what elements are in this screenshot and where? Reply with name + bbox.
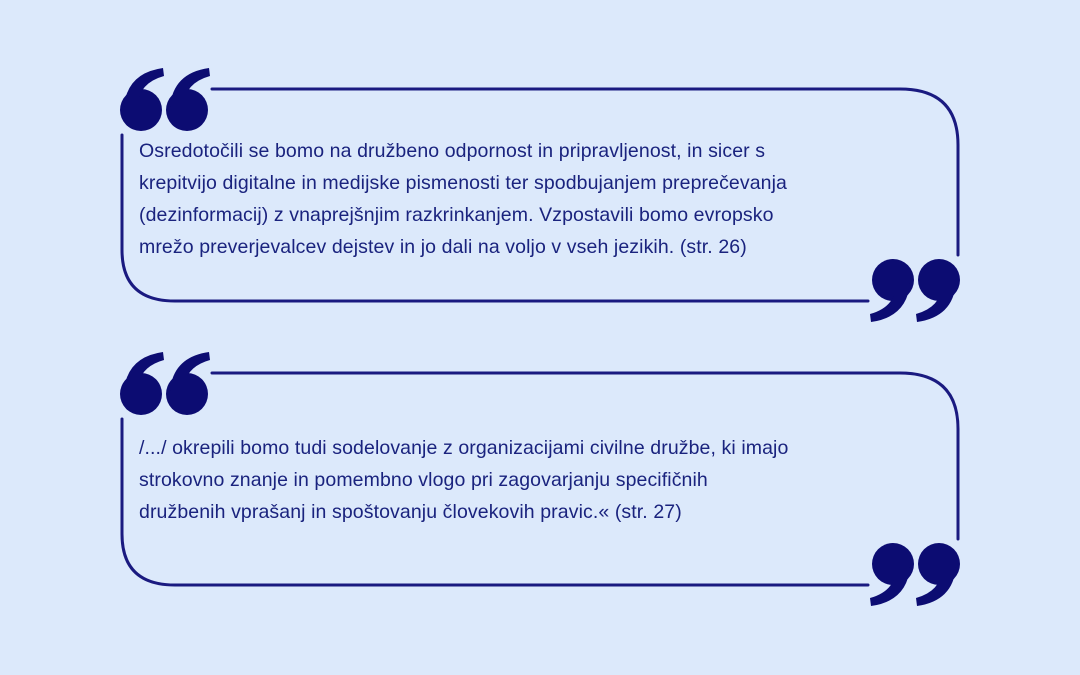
quote-line: družbenih vprašanj in spoštovanju človekovih pravic.« (str. 27) [139, 501, 682, 523]
quote-line: krepitvijo digitalne in medijske pismenosti ter spodbujanjem preprečevanja [139, 172, 787, 194]
quote-text-2 [139, 432, 939, 528]
quote-card-1 [0, 65, 1080, 385]
open-quote-icon [120, 68, 210, 131]
quote-line: strokovno znanje in pomembno vlogo pri zagovarjanju specifičnih [139, 469, 708, 491]
close-quote-icon [870, 259, 960, 322]
close-quote-icon [870, 543, 960, 606]
quote-line: (dezinformacij) z vnaprejšnjim razkrinkanjem. Vzpostavili bomo evropsko [139, 204, 774, 226]
quote-line: Osredotočili se bomo na družbeno odpornost in pripravljenost, in sicer s [139, 140, 766, 162]
quote-line: /.../ okrepili bomo tudi sodelovanje z organizacijami civilne družbe, ki imajo [139, 437, 789, 459]
open-quote-icon [120, 352, 210, 415]
quote-line: mrežo preverjevalcev dejstev in jo dali na voljo v vseh jezikih. (str. 26) [139, 236, 747, 258]
quote-text-1 [139, 135, 939, 263]
quote-card-2 [0, 349, 1080, 669]
